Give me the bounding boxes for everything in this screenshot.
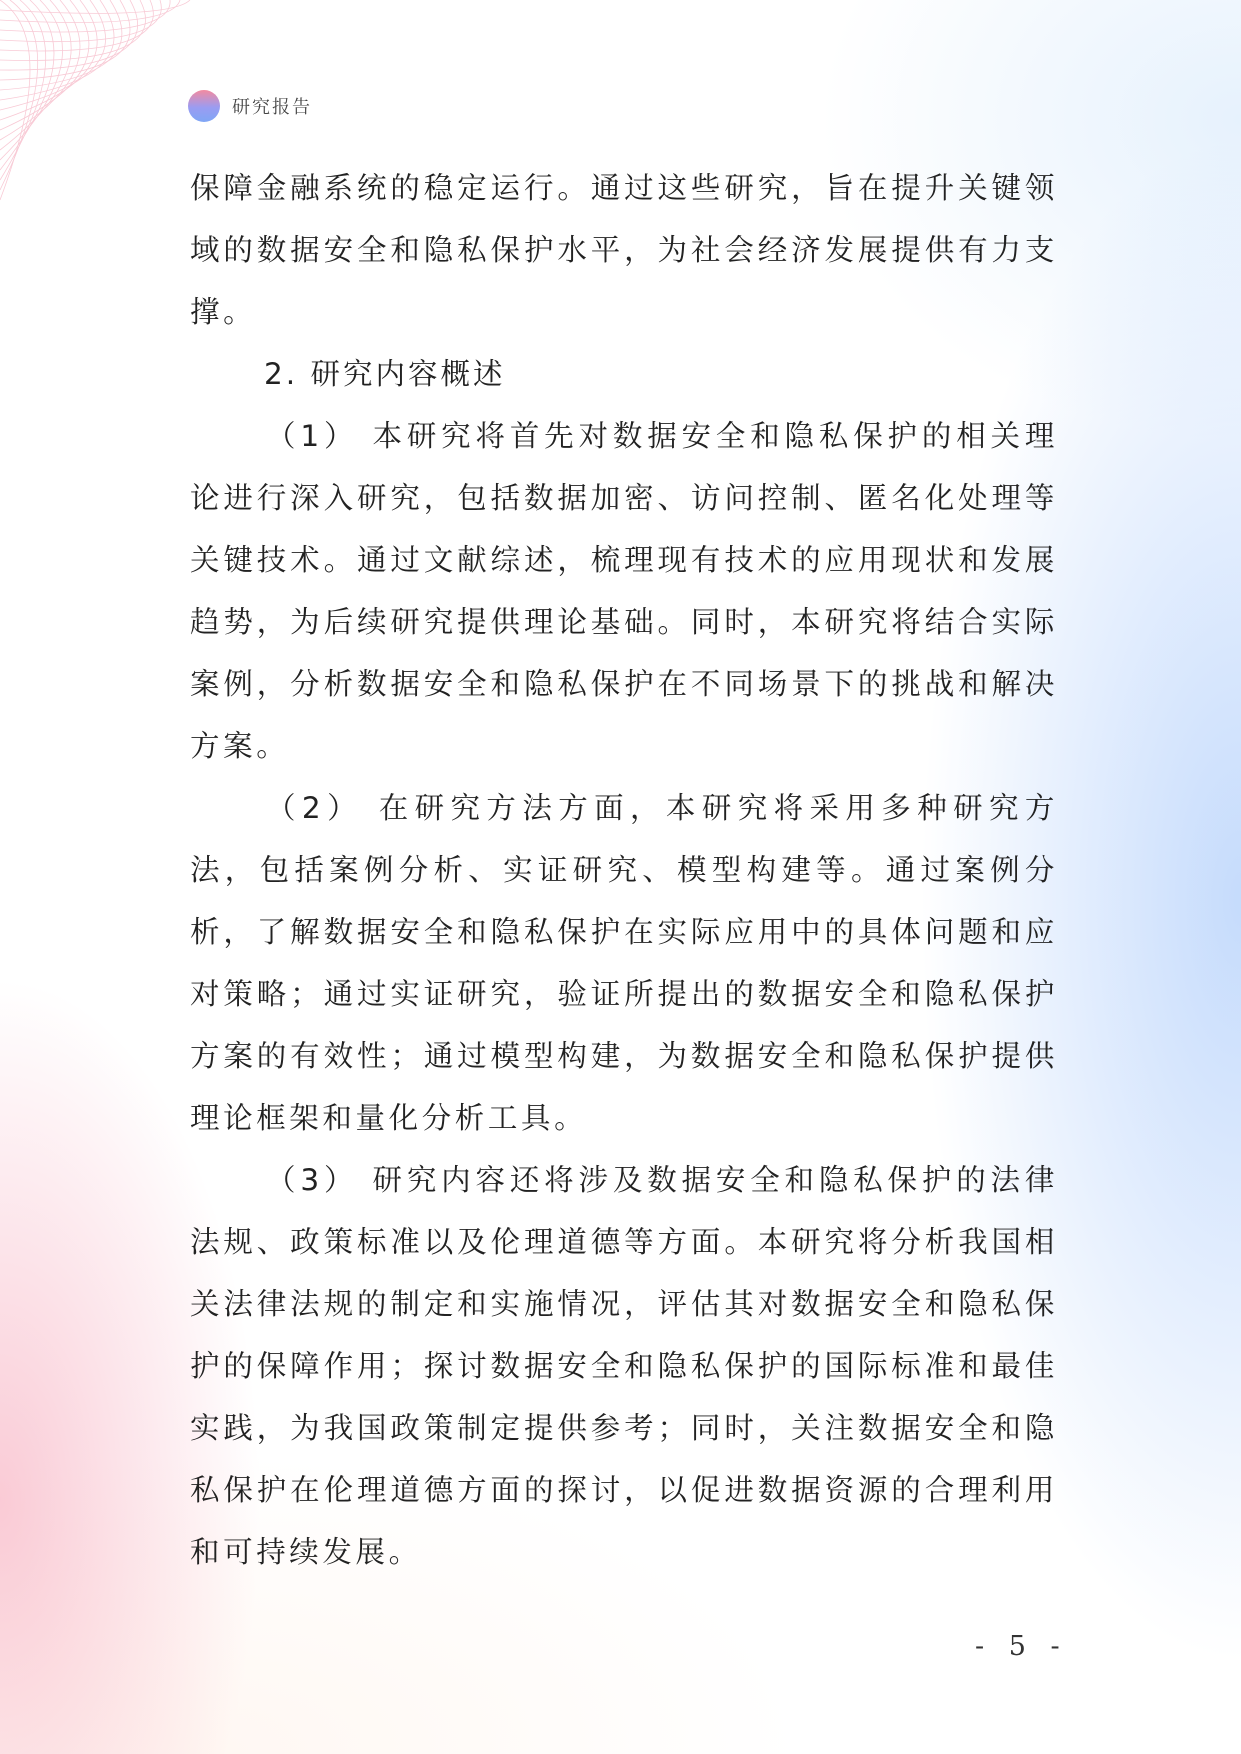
- section-heading: 2. 研究内容概述: [264, 357, 506, 391]
- page-number: - 5 -: [975, 1631, 1068, 1662]
- paragraph-1: （1） 本研究将首先对数据安全和隐私保护的相关理论进行深入研究，包括数据加密、访问控制、匿名化处理等关键技术。通过文献综述，梳理现有技术的应用现状和发展趋势，为后续研究提供理论基础。同时，本研究将结合实际案例，分析数据安全和隐私保护在不同场景下的挑战和解决方案。: [190, 419, 1058, 763]
- header-title: 研究报告: [232, 97, 312, 118]
- paragraph-2: （2） 在研究方法方面，本研究将采用多种研究方法，包括案例分析、实证研究、模型构建等。通过案例分析，了解数据安全和隐私保护在实际应用中的具体问题和应对策略；通过实证研究，验证所提出的数据安全和隐私保护方案的有效性；通过模型构建，为数据安全和隐私保护提供理论框架和量化分析工具。: [190, 791, 1058, 1135]
- intro-paragraph: 保障金融系统的稳定运行。通过这些研究，旨在提升关键领域的数据安全和隐私保护水平，为社会经济发展提供有力支撑。: [190, 171, 1058, 329]
- document-body: [190, 157, 1058, 1583]
- paragraph-3: （3） 研究内容还将涉及数据安全和隐私保护的法律法规、政策标准以及伦理道德等方面。本研究将分析我国相关法律法规的制定和实施情况，评估其对数据安全和隐私保护的保障作用；探讨数据安全和隐私保护的国际标准和最佳实践，为我国政策制定提供参考；同时，关注数据安全和隐私保护在伦理道德方面的探讨，以促进数据资源的合理利用和可持续发展。: [190, 1163, 1058, 1569]
- logo-circle-icon: [188, 90, 220, 122]
- report-header: [188, 89, 312, 123]
